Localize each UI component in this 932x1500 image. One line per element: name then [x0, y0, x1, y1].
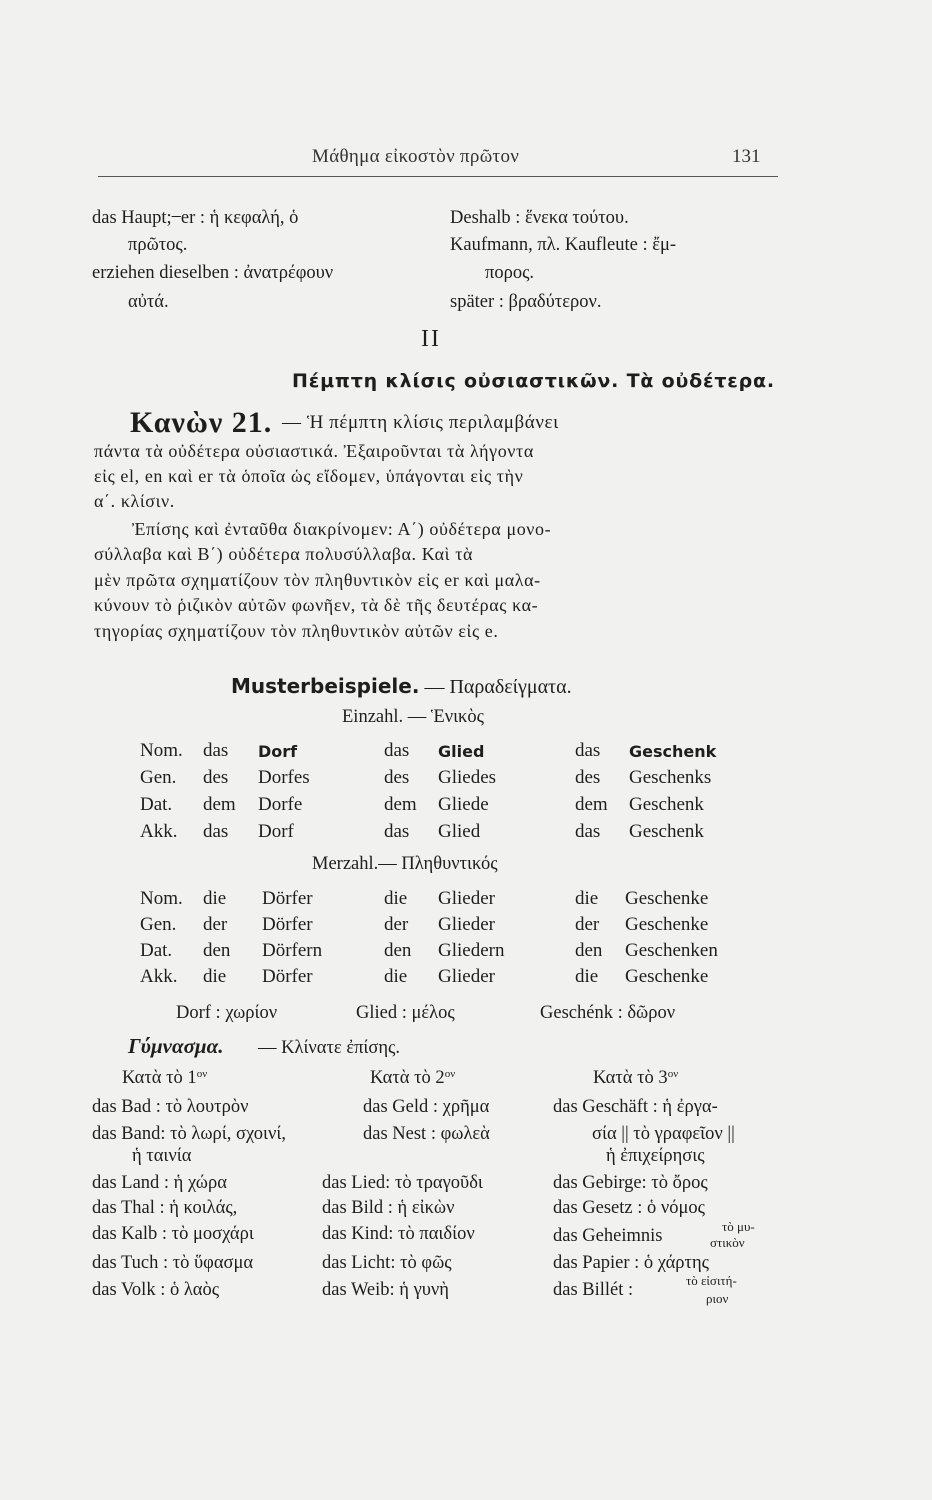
vocab-col1-item: das Volk : ὁ λαὸς [92, 1280, 220, 1300]
article: die [203, 966, 227, 987]
vocab-col1-item: das Land : ἡ χώρα [92, 1173, 227, 1193]
article: das [203, 740, 229, 761]
noun-form: Dörfer [262, 914, 313, 935]
rule-line-5: Ἐπίσης καὶ ἐνταῦθα διακρίνομεν: Α΄) οὐδέτερα μονο- [132, 519, 552, 539]
noun-form: Geschenk [629, 794, 704, 815]
running-title: Μάθημα εἰκοστὸν πρῶτον [312, 146, 520, 167]
noun-form: Gliedes [438, 767, 497, 788]
vocab-col3-item: ριον [706, 1291, 729, 1306]
noun-form: Glied [438, 821, 481, 842]
gloss-glied: Glied : μέλος [356, 1003, 455, 1023]
examples-heading-de: Musterbeispiele. [231, 674, 420, 698]
noun-form: Glieder [438, 888, 495, 909]
rule-line-6: σύλλαβα καὶ Β΄) οὐδέτερα πολυσύλλαβα. Καὶ τὰ [94, 544, 474, 564]
vocab-right-line-4: später : βραδύτερον. [450, 292, 602, 312]
case-label: Gen. [140, 914, 177, 935]
vocab-col1-item: das Kalb : τὸ μοσχάρι [92, 1224, 254, 1244]
noun-form: Geschenke [625, 888, 709, 909]
vocab-col1-item: das Thal : ἡ κοιλάς, [92, 1198, 238, 1218]
case-label: Akk. [140, 966, 178, 987]
rule-line-9: τηγορίας σχηματίζουν τὸν πληθυντικὸν αὐτῶν εἰς e. [94, 621, 499, 641]
vocab-col3-item: das Gesetz : ὁ νόμος [553, 1198, 705, 1218]
article: die [203, 888, 227, 909]
vocab-col3-item: σία || τὸ γραφεῖον || [592, 1124, 735, 1144]
article: des [203, 767, 229, 788]
vocab-col3-item: das Gebirge: τὸ ὄρος [553, 1173, 708, 1193]
vocab-left-line-4: αὐτά. [128, 292, 169, 312]
article: des [575, 767, 601, 788]
examples-heading [231, 674, 572, 699]
noun-form: Dörfer [262, 966, 313, 987]
column-header-1: Κατὰ τὸ $1^{o\nu}$ [122, 1068, 208, 1088]
article: dem [384, 794, 417, 815]
noun-form: Gliede [438, 794, 489, 815]
rule-line-4: α΄. κλίσιν. [94, 491, 175, 511]
vocab-col3-item: ἡ ἐπιχείρησις [606, 1146, 705, 1166]
vocab-left-line-2: πρῶτος. [128, 235, 188, 255]
vocab-col3-item: das Papier : ὁ χάρτης [553, 1253, 709, 1273]
section-title: Πέμπτη κλίσις οὐσιαστικῶν. Τὰ οὐδέτερα. [292, 370, 775, 392]
noun-form: Dorf [258, 742, 298, 761]
article: die [575, 888, 599, 909]
examples-heading-gr: — Παραδείγματα. [424, 676, 572, 698]
case-label: Dat. [140, 940, 173, 961]
column-header-3: Κατὰ τὸ $3^{o\nu}$ [593, 1068, 679, 1088]
case-label: Dat. [140, 794, 173, 815]
rule-line-8: κύνουν τὸ ῥιζικὸν αὐτῶν φωνῆεν, τὰ δὲ τῆς δευτέρας κα- [94, 595, 539, 615]
article: das [203, 821, 229, 842]
vocab-right-line-3: πορος. [485, 263, 535, 283]
vocab-col3-item: τὸ εἰσιτή- [686, 1273, 737, 1288]
vocab-col2-item: das Lied: τὸ τραγοῦδι [322, 1173, 483, 1193]
noun-form: Gliedern [438, 940, 505, 961]
exercise-label: Γύμνασμα. [128, 1034, 224, 1058]
vocab-col3-item: das Billét : [553, 1280, 634, 1300]
article: den [384, 940, 412, 961]
article: das [384, 821, 410, 842]
rule-line-7: μὲν πρῶτα σχηματίζουν τὸν πληθυντικὸν εἰς er καὶ μαλα- [94, 570, 541, 590]
vocab-col1-item: das Band: τὸ λωρί, σχοινί, [92, 1124, 286, 1144]
noun-form: Dorfe [258, 794, 303, 815]
exercise-instruction: — Κλίνατε ἐπίσης. [258, 1038, 401, 1058]
noun-form: Geschenke [625, 966, 709, 987]
page-number: 131 [732, 146, 761, 167]
section-number: II [421, 326, 441, 352]
vocab-col2-item: das Licht: τὸ φῶς [322, 1253, 452, 1273]
singular-label: Einzahl. — Ἑνικὸς [342, 707, 484, 727]
vocab-col1-item: das Bad : τὸ λουτρὸν [92, 1097, 249, 1117]
rule-line-1: — Ἡ πέμπτη κλίσις περιλαμβάνει [282, 412, 559, 433]
article: das [575, 740, 601, 761]
vocab-right-line-2: Kaufmann, πλ. Kaufleute : ἔμ- [450, 235, 677, 255]
case-label: Nom. [140, 888, 183, 909]
noun-form: Geschenk [629, 742, 717, 761]
case-label: Gen. [140, 767, 177, 788]
noun-form: Geschenken [625, 940, 718, 961]
noun-form: Glied [438, 742, 485, 761]
vocab-right-line-1: Deshalb : ἕνεκα τούτου. [450, 208, 629, 228]
noun-form: Geschenke [625, 914, 709, 935]
noun-form: Dorf [258, 821, 294, 842]
plural-label: Merzahl.— Πληθυντικός [312, 854, 498, 874]
noun-form: Geschenks [629, 767, 712, 788]
article: das [384, 740, 410, 761]
article: der [203, 914, 228, 935]
vocab-col1-item: das Tuch : τὸ ὕφασμα [92, 1253, 254, 1273]
rule-label: Κανὼν 21. [130, 406, 273, 439]
vocab-col2-item: das Nest : φωλεὰ [363, 1124, 490, 1144]
vocab-col3-item: das Geheimnis [553, 1226, 663, 1246]
article: dem [575, 794, 608, 815]
article: den [203, 940, 231, 961]
vocab-col2-item: das Bild : ἡ εἰκὼν [322, 1198, 455, 1218]
header-rule [98, 176, 778, 177]
article: dem [203, 794, 236, 815]
vocab-left-line-3: erziehen dieselben : ἀνατρέφουν [92, 263, 334, 283]
vocab-col1-item: ἡ ταινία [132, 1146, 192, 1166]
vocab-col2-item: das Geld : χρῆμα [363, 1097, 490, 1117]
article: das [575, 821, 601, 842]
vocab-col3-item: στικὸν [710, 1235, 745, 1250]
rule-line-3: εἰς el, en καὶ er τὰ ὁποῖα ὡς εἴδομεν, ὑπάγονται εἰς τὴν [94, 466, 524, 486]
noun-form: Dorfes [258, 767, 310, 788]
rule-line-2: πάντα τὰ οὐδέτερα οὐσιαστικά. Ἐξαιροῦνται τὰ λήγοντα [94, 441, 534, 461]
article: die [384, 888, 408, 909]
vocab-col2-item: das Weib: ἡ γυνὴ [322, 1280, 449, 1300]
vocab-col2-item: das Kind: τὸ παιδίον [322, 1224, 475, 1244]
gloss-dorf: Dorf : χωρίον [176, 1003, 278, 1023]
noun-form: Geschenk [629, 821, 704, 842]
article: des [384, 767, 410, 788]
vocab-col3-item: das Geschäft : ἡ ἐργα- [553, 1097, 718, 1117]
article: der [575, 914, 600, 935]
article: die [575, 966, 599, 987]
noun-form: Glieder [438, 966, 495, 987]
column-header-2: Κατὰ τὸ $2^{o\nu}$ [370, 1068, 456, 1088]
gloss-geschenk: Geschénk : δῶρον [540, 1003, 676, 1023]
noun-form: Dörfer [262, 888, 313, 909]
article: der [384, 914, 409, 935]
case-label: Akk. [140, 821, 178, 842]
case-label: Nom. [140, 740, 183, 761]
noun-form: Glieder [438, 914, 495, 935]
article: den [575, 940, 603, 961]
noun-form: Dörfern [262, 940, 323, 961]
vocab-left-line-1: das Haupt; ̶ er : ἡ κεφαλή, ὁ [92, 208, 299, 228]
vocab-col3-item: τὸ μυ- [722, 1219, 755, 1234]
article: die [384, 966, 408, 987]
